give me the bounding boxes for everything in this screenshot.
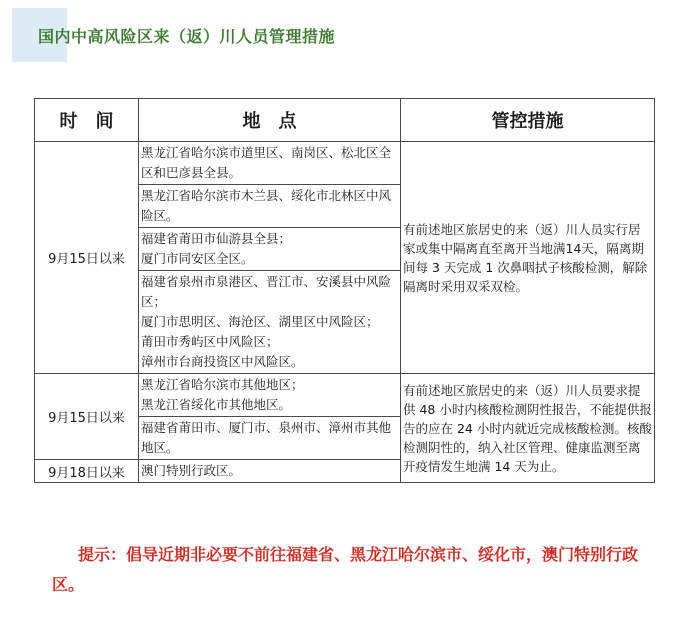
place-line: 莆田市秀屿区中风险区； [141, 334, 279, 349]
measure-cell: 有前述地区旅居史的来（返）川人员要求提供 48 小时内核酸检测阴性报告，不能提供报告的应在 24 小时内就近完成核酸检测。核酸检测阴性的，纳入社区管理、健康监测至离开疫情发生地满 14 天为止。 [401, 374, 655, 483]
header-measures: 管控措施 [401, 99, 655, 142]
place-line: 福建省泉州市泉港区、晋江市、安溪县中风险区； [141, 274, 392, 309]
place-line: 黑龙江省哈尔滨市其他地区； [141, 377, 304, 392]
tip-notice: 提示：倡导近期非必要不前往福建省、黑龙江哈尔滨市、绥化市，澳门特别行政区。 [52, 545, 639, 594]
table-header-row [35, 99, 655, 142]
header-time: 时 间 [35, 99, 139, 142]
place-line: 福建省莆田市、厦门市、泉州市、漳州市其他地区。 [141, 420, 392, 455]
measure-cell: 有前述地区旅居史的来（返）川人员实行居家或集中隔离直至离开当地满14天，隔离期间每 3 天完成 1 次鼻咽拭子核酸检测，解除隔离时采用双采双检。 [401, 142, 655, 374]
table-row [35, 142, 655, 374]
place-group [139, 417, 400, 459]
time-cell: 9月15日以来 [35, 142, 139, 374]
place-group [139, 271, 400, 373]
control-measures-table [34, 98, 655, 483]
place-group [139, 374, 400, 417]
place-line: 黑龙江省绥化市其他地区。 [141, 397, 292, 412]
place-group [139, 142, 400, 185]
place-group [139, 460, 400, 482]
place-cell [139, 374, 401, 460]
place-line: 厦门市思明区、海沧区、湖里区中风险区； [141, 314, 379, 329]
place-line: 黑龙江省哈尔滨市木兰县、绥化市北林区中风险区。 [141, 188, 392, 223]
place-group [139, 228, 400, 271]
page-title: 国内中高风险区来（返）川人员管理措施 [38, 27, 336, 46]
place-cell [139, 460, 401, 483]
place-line: 福建省莆田市仙游县全县； [141, 231, 292, 246]
time-cell: 9月15日以来 [35, 374, 139, 460]
table-row [35, 374, 655, 460]
place-group [139, 185, 400, 228]
place-line: 漳州市台商投资区中风险区。 [141, 354, 304, 369]
place-line: 澳门特别行政区。 [141, 463, 242, 478]
header-place: 地 点 [139, 99, 401, 142]
time-cell: 9月18日以来 [35, 460, 139, 483]
place-line: 厦门市同安区全区。 [141, 251, 254, 266]
place-line: 黑龙江省哈尔滨市道里区、南岗区、松北区全区和巴彦县全县。 [141, 145, 392, 180]
place-cell [139, 142, 401, 374]
